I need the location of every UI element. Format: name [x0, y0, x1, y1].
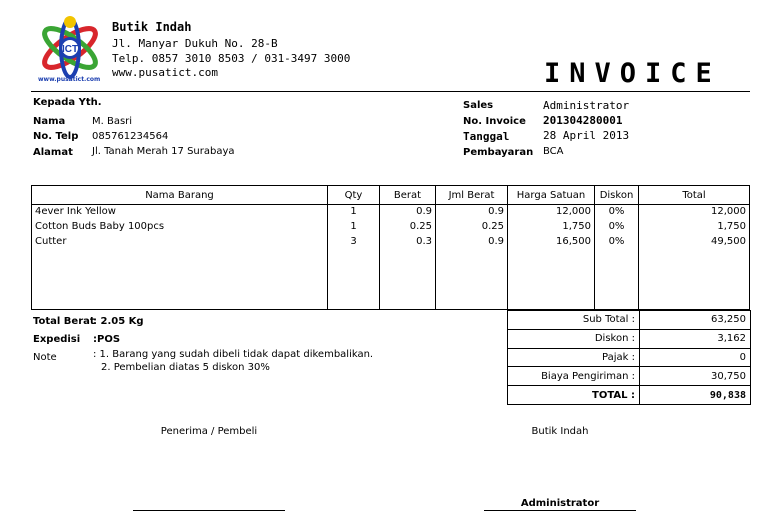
customer-phone-label: No. Telp	[33, 131, 79, 142]
subtotal-value: 63,250	[640, 311, 751, 330]
item-total: 12,000	[639, 205, 750, 220]
col-header-weight: Berat	[380, 186, 436, 205]
item-total-weight: 0.25	[436, 220, 508, 235]
total-weight-label: Total Berat	[33, 316, 95, 327]
item-unit-price: 1,750	[508, 220, 595, 235]
totals-table	[507, 310, 751, 405]
item-total: 49,500	[639, 235, 750, 250]
payment-value: BCA	[543, 146, 564, 157]
grand-total-label: TOTAL :	[508, 386, 640, 405]
col-header-unit-price: Harga Satuan	[508, 186, 595, 205]
customer-address: Jl. Tanah Merah 17 Surabaya	[92, 146, 235, 157]
customer-name: M. Basri	[92, 116, 133, 127]
company-website: www.pusatict.com	[112, 66, 218, 79]
table-row	[32, 235, 750, 250]
item-weight: 0.3	[380, 235, 436, 250]
item-qty: 3	[328, 235, 380, 250]
invoice-number: 201304280001	[543, 114, 623, 127]
item-qty: 1	[328, 220, 380, 235]
company-phone: Telp. 0857 3010 8503 / 031-3497 3000	[112, 52, 351, 65]
receiver-signature-line	[133, 510, 285, 511]
item-name: 4ever Ink Yellow	[32, 205, 328, 220]
col-header-name: Nama Barang	[32, 186, 328, 205]
subtotal-label: Sub Total :	[508, 311, 640, 330]
discount-label: Diskon :	[508, 329, 640, 348]
item-total: 1,750	[639, 220, 750, 235]
item-unit-price: 12,000	[508, 205, 595, 220]
shipping-value: 30,750	[640, 367, 751, 386]
customer-name-label: Nama	[33, 116, 66, 127]
invoice-number-label: No. Invoice	[463, 116, 526, 127]
note-line-1: : 1. Barang yang sudah dibeli tidak dapat dikembalikan.	[93, 349, 374, 360]
logo-url: www.pusatict.com	[38, 76, 101, 83]
item-unit-price: 16,500	[508, 235, 595, 250]
table-filler-row	[32, 250, 750, 310]
totals-row	[508, 386, 751, 405]
item-name: Cotton Buds Baby 100pcs	[32, 220, 328, 235]
table-row	[32, 205, 750, 220]
item-total-weight: 0.9	[436, 205, 508, 220]
customer-address-label: Alamat	[33, 147, 73, 158]
sales-label: Sales	[463, 100, 494, 111]
col-header-discount: Diskon	[595, 186, 639, 205]
date-value: 28 April 2013	[543, 129, 630, 142]
header-divider	[31, 91, 750, 92]
item-discount: 0%	[595, 205, 639, 220]
invoice-title: INVOICE	[544, 58, 721, 89]
items-table	[31, 185, 750, 310]
totals-row	[508, 348, 751, 367]
item-total-weight: 0.9	[436, 235, 508, 250]
item-discount: 0%	[595, 235, 639, 250]
col-header-qty: Qty	[328, 186, 380, 205]
payment-label: Pembayaran	[463, 147, 534, 158]
items-header-row	[32, 186, 750, 205]
totals-row	[508, 329, 751, 348]
seller-signature-label: Butik Indah	[531, 426, 589, 437]
expedisi-label: Expedisi	[33, 334, 81, 345]
note-line-2: 2. Pembelian diatas 5 diskon 30%	[101, 362, 270, 373]
expedisi-value: :POS	[93, 334, 121, 345]
tax-value: 0	[640, 348, 751, 367]
total-weight-value: : 2.05 Kg	[93, 316, 144, 327]
shipping-label: Biaya Pengiriman :	[508, 367, 640, 386]
item-weight: 0.25	[380, 220, 436, 235]
seller-signature-line	[484, 510, 636, 511]
item-qty: 1	[328, 205, 380, 220]
sales-value: Administrator	[543, 99, 630, 112]
totals-row	[508, 311, 751, 330]
table-row	[32, 220, 750, 235]
note-label: Note	[33, 352, 57, 363]
discount-value: 3,162	[640, 329, 751, 348]
item-discount: 0%	[595, 220, 639, 235]
customer-phone: 085761234564	[92, 131, 169, 142]
customer-heading: Kepada Yth.	[33, 97, 102, 108]
item-weight: 0.9	[380, 205, 436, 220]
totals-row	[508, 367, 751, 386]
date-label: Tanggal	[463, 130, 510, 143]
tax-label: Pajak :	[508, 348, 640, 367]
seller-signature-name: Administrator	[520, 498, 600, 509]
company-name: Butik Indah	[112, 20, 192, 34]
grand-total-value: 90,838	[640, 386, 751, 405]
col-header-total: Total	[639, 186, 750, 205]
company-address: Jl. Manyar Dukuh No. 28-B	[112, 37, 278, 50]
item-name: Cutter	[32, 235, 328, 250]
col-header-total-weight: Jml Berat	[436, 186, 508, 205]
company-logo	[36, 12, 104, 86]
receiver-signature-label: Penerima / Pembeli	[160, 426, 258, 437]
logo-text: ICT	[61, 44, 79, 55]
